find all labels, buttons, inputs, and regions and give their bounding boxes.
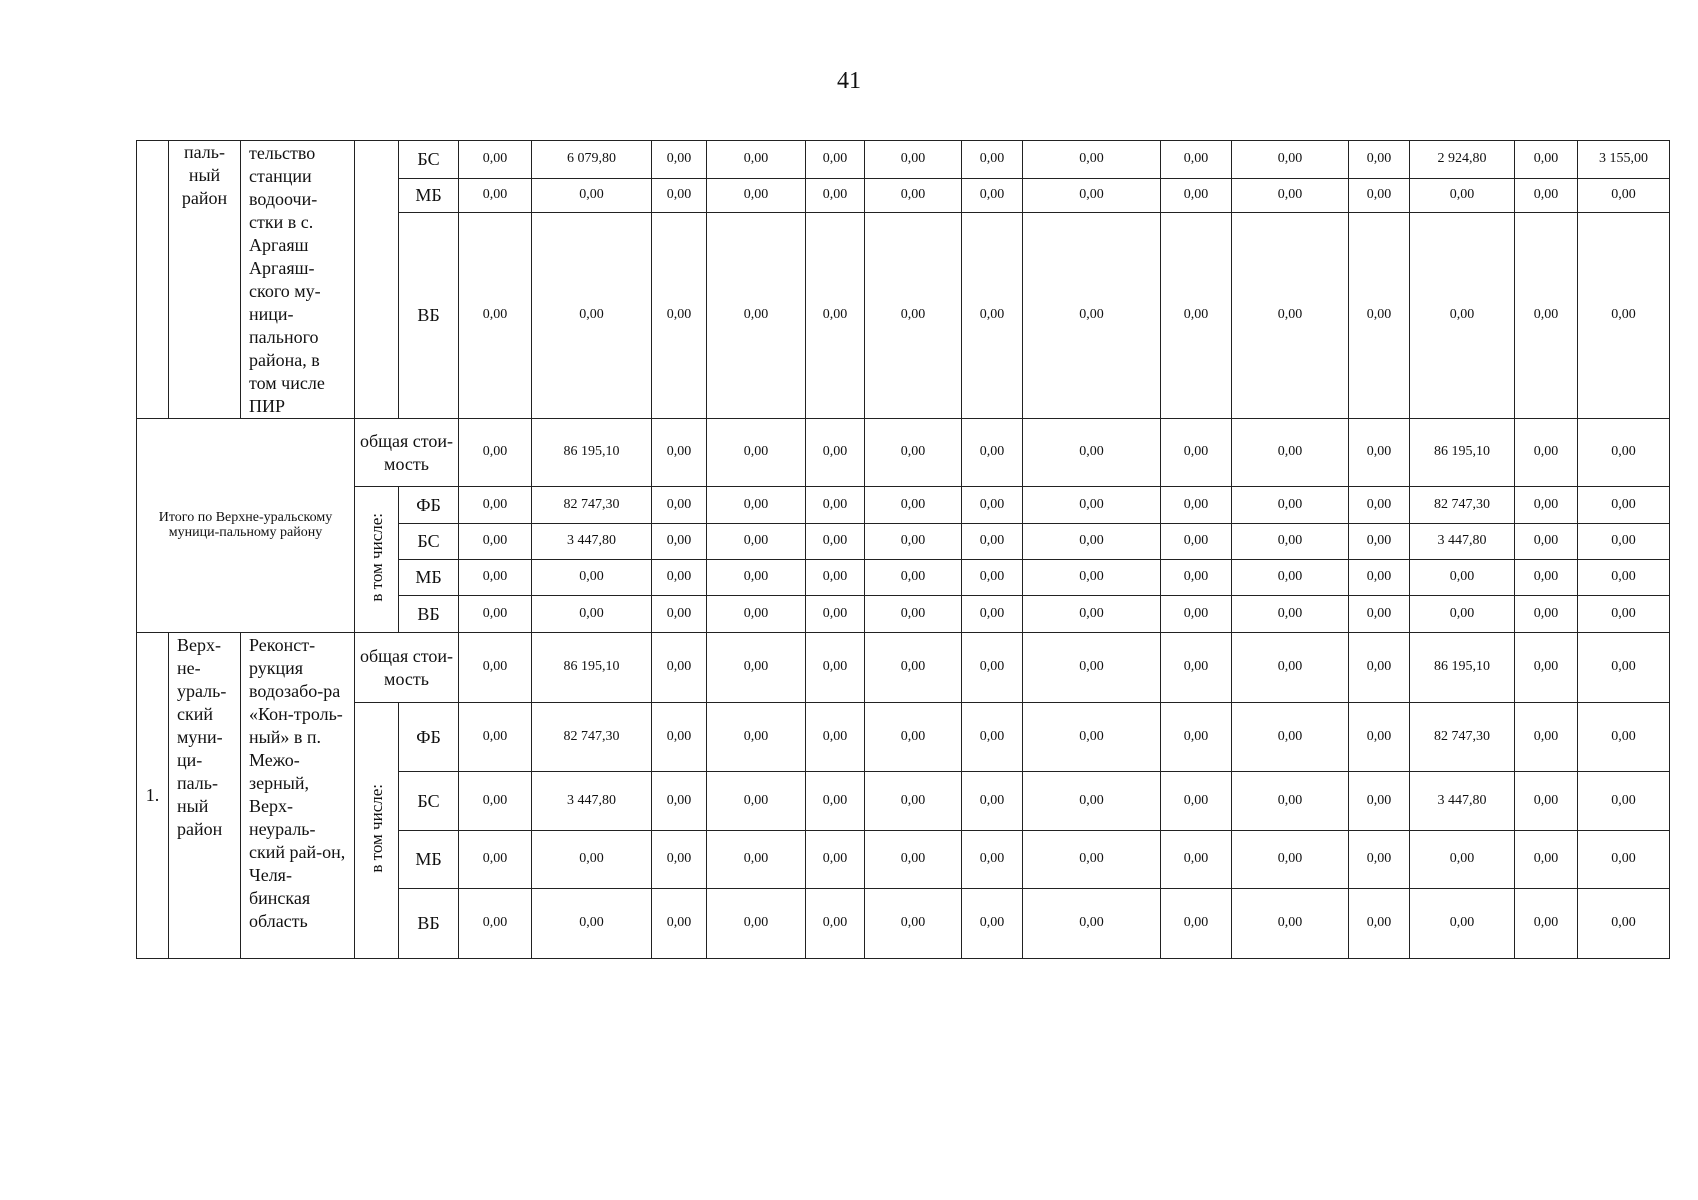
- value-cell: 0,00: [962, 889, 1023, 959]
- value-cell: 0,00: [652, 213, 707, 419]
- value-cell: 0,00: [1515, 487, 1578, 524]
- value-cell: 0,00: [865, 596, 962, 633]
- value-cell: 0,00: [806, 703, 865, 772]
- value-cell: 0,00: [1515, 703, 1578, 772]
- object-cell: тельство станции водоочи-стки в с. Аргаяш Аргаяш-ского му-ници-пального района, в том числе ПИР: [241, 141, 355, 419]
- value-cell: 0,00: [459, 560, 532, 596]
- value-cell: 0,00: [1349, 487, 1410, 524]
- block1-row: [137, 141, 1670, 179]
- value-cell: 0,00: [652, 560, 707, 596]
- value-cell: 0,00: [1232, 633, 1349, 703]
- value-cell: 82 747,30: [532, 487, 652, 524]
- value-cell: 0,00: [865, 419, 962, 487]
- object-cell: Реконст-рукция водозабо-ра «Кон-троль-ный» в п. Межо-зерный, Верх-неураль-ский рай-он, Челя-бинская область: [241, 633, 355, 959]
- value-cell: 0,00: [865, 889, 962, 959]
- value-cell: 0,00: [865, 703, 962, 772]
- value-cell: 0,00: [806, 419, 865, 487]
- index-cell: 1.: [137, 633, 169, 959]
- value-cell: 82 747,30: [532, 703, 652, 772]
- value-cell: 0,00: [1023, 703, 1161, 772]
- total-cost-label: общая стои-мость: [355, 419, 459, 487]
- fund-code: ВБ: [399, 213, 459, 419]
- value-cell: 0,00: [1578, 703, 1670, 772]
- value-cell: 0,00: [1578, 487, 1670, 524]
- value-cell: 0,00: [1578, 213, 1670, 419]
- fund-code: МБ: [399, 178, 459, 213]
- value-cell: 0,00: [1023, 831, 1161, 889]
- value-cell: 0,00: [532, 889, 652, 959]
- value-cell: 6 079,80: [532, 141, 652, 179]
- value-cell: 0,00: [1410, 831, 1515, 889]
- value-cell: 0,00: [1161, 419, 1232, 487]
- value-cell: 0,00: [1161, 889, 1232, 959]
- value-cell: 0,00: [1232, 703, 1349, 772]
- value-cell: 0,00: [1232, 178, 1349, 213]
- value-cell: 82 747,30: [1410, 487, 1515, 524]
- value-cell: 0,00: [806, 487, 865, 524]
- value-cell: 0,00: [1349, 889, 1410, 959]
- value-cell: 0,00: [707, 560, 806, 596]
- value-cell: 0,00: [459, 703, 532, 772]
- fund-code: БС: [399, 772, 459, 831]
- value-cell: 0,00: [1578, 178, 1670, 213]
- subtype-cell: [355, 141, 399, 419]
- value-cell: 0,00: [1578, 831, 1670, 889]
- value-cell: 0,00: [459, 213, 532, 419]
- value-cell: 0,00: [652, 889, 707, 959]
- value-cell: 0,00: [962, 487, 1023, 524]
- total-cost-label: общая стои-мость: [355, 633, 459, 703]
- value-cell: 0,00: [1232, 772, 1349, 831]
- value-cell: 0,00: [1349, 703, 1410, 772]
- value-cell: 0,00: [1161, 703, 1232, 772]
- value-cell: 0,00: [962, 524, 1023, 560]
- value-cell: 0,00: [1161, 831, 1232, 889]
- value-cell: 0,00: [1410, 596, 1515, 633]
- value-cell: 0,00: [459, 596, 532, 633]
- value-cell: 86 195,10: [1410, 419, 1515, 487]
- value-cell: 0,00: [1515, 633, 1578, 703]
- value-cell: 86 195,10: [532, 419, 652, 487]
- fund-code: БС: [399, 524, 459, 560]
- block3-row: [137, 703, 1670, 772]
- value-cell: 0,00: [962, 213, 1023, 419]
- district-total-label: Итого по Верхне-уральскому муници-пальному району: [137, 419, 355, 633]
- value-cell: 0,00: [532, 596, 652, 633]
- value-cell: 0,00: [459, 487, 532, 524]
- value-cell: 0,00: [1578, 524, 1670, 560]
- value-cell: 0,00: [652, 141, 707, 179]
- value-cell: 0,00: [1578, 596, 1670, 633]
- value-cell: 0,00: [532, 213, 652, 419]
- fund-code: ФБ: [399, 703, 459, 772]
- value-cell: 0,00: [1023, 141, 1161, 179]
- value-cell: 0,00: [1232, 141, 1349, 179]
- value-cell: 0,00: [1515, 772, 1578, 831]
- value-cell: 0,00: [806, 178, 865, 213]
- value-cell: 0,00: [1023, 213, 1161, 419]
- value-cell: 0,00: [806, 524, 865, 560]
- value-cell: 0,00: [1161, 560, 1232, 596]
- value-cell: 3 447,80: [1410, 772, 1515, 831]
- value-cell: 0,00: [1161, 213, 1232, 419]
- value-cell: 0,00: [1023, 633, 1161, 703]
- value-cell: 0,00: [962, 772, 1023, 831]
- value-cell: 0,00: [1578, 772, 1670, 831]
- value-cell: 0,00: [1515, 560, 1578, 596]
- value-cell: 0,00: [707, 213, 806, 419]
- value-cell: 0,00: [1232, 596, 1349, 633]
- value-cell: 0,00: [1232, 487, 1349, 524]
- value-cell: 0,00: [532, 560, 652, 596]
- value-cell: 0,00: [1349, 419, 1410, 487]
- value-cell: 0,00: [1515, 524, 1578, 560]
- value-cell: 0,00: [1349, 213, 1410, 419]
- value-cell: 0,00: [1023, 178, 1161, 213]
- value-cell: 0,00: [962, 178, 1023, 213]
- block2-row: [137, 487, 1670, 524]
- value-cell: 0,00: [962, 141, 1023, 179]
- value-cell: 0,00: [806, 213, 865, 419]
- value-cell: 0,00: [459, 524, 532, 560]
- value-cell: 0,00: [1578, 889, 1670, 959]
- value-cell: 82 747,30: [1410, 703, 1515, 772]
- value-cell: 0,00: [459, 419, 532, 487]
- in-total-cell: [355, 703, 399, 959]
- value-cell: 0,00: [1232, 419, 1349, 487]
- fund-code: МБ: [399, 831, 459, 889]
- value-cell: 0,00: [1349, 633, 1410, 703]
- value-cell: 2 924,80: [1410, 141, 1515, 179]
- value-cell: 0,00: [1023, 524, 1161, 560]
- value-cell: 0,00: [707, 487, 806, 524]
- value-cell: 86 195,10: [1410, 633, 1515, 703]
- value-cell: 0,00: [962, 419, 1023, 487]
- value-cell: 0,00: [1515, 831, 1578, 889]
- value-cell: 0,00: [1023, 772, 1161, 831]
- value-cell: 3 447,80: [532, 772, 652, 831]
- value-cell: 0,00: [707, 419, 806, 487]
- value-cell: 0,00: [865, 560, 962, 596]
- value-cell: 0,00: [1023, 596, 1161, 633]
- district-cell: паль-ный район: [169, 141, 241, 419]
- value-cell: 0,00: [1161, 524, 1232, 560]
- value-cell: 0,00: [865, 831, 962, 889]
- value-cell: 0,00: [865, 178, 962, 213]
- value-cell: 0,00: [1161, 178, 1232, 213]
- value-cell: 0,00: [865, 487, 962, 524]
- value-cell: 0,00: [1023, 889, 1161, 959]
- fund-code: ВБ: [399, 889, 459, 959]
- value-cell: 0,00: [1349, 178, 1410, 213]
- fund-code: БС: [399, 141, 459, 179]
- budget-table: [136, 140, 1670, 959]
- value-cell: 0,00: [1232, 560, 1349, 596]
- value-cell: 0,00: [707, 889, 806, 959]
- fund-code: МБ: [399, 560, 459, 596]
- value-cell: 0,00: [1515, 419, 1578, 487]
- block3-total-row: [137, 633, 1670, 703]
- value-cell: 0,00: [1515, 213, 1578, 419]
- value-cell: 0,00: [1410, 178, 1515, 213]
- value-cell: 0,00: [806, 772, 865, 831]
- value-cell: 0,00: [1515, 178, 1578, 213]
- value-cell: 0,00: [1232, 831, 1349, 889]
- value-cell: 86 195,10: [532, 633, 652, 703]
- value-cell: 0,00: [865, 772, 962, 831]
- value-cell: 0,00: [806, 831, 865, 889]
- value-cell: 0,00: [1515, 596, 1578, 633]
- value-cell: 0,00: [1023, 487, 1161, 524]
- value-cell: 0,00: [1349, 596, 1410, 633]
- fund-code: ФБ: [399, 487, 459, 524]
- value-cell: 0,00: [1349, 524, 1410, 560]
- value-cell: 0,00: [806, 889, 865, 959]
- value-cell: 0,00: [1410, 889, 1515, 959]
- value-cell: 3 155,00: [1578, 141, 1670, 179]
- value-cell: 0,00: [652, 524, 707, 560]
- value-cell: 0,00: [1161, 487, 1232, 524]
- value-cell: 0,00: [532, 831, 652, 889]
- value-cell: 0,00: [459, 772, 532, 831]
- value-cell: 0,00: [707, 831, 806, 889]
- value-cell: 0,00: [1410, 213, 1515, 419]
- value-cell: 3 447,80: [532, 524, 652, 560]
- value-cell: 0,00: [1232, 889, 1349, 959]
- value-cell: 0,00: [707, 633, 806, 703]
- value-cell: 0,00: [1515, 141, 1578, 179]
- value-cell: 0,00: [652, 633, 707, 703]
- block2-total-row: [137, 419, 1670, 487]
- value-cell: 0,00: [652, 831, 707, 889]
- value-cell: 0,00: [652, 419, 707, 487]
- value-cell: 0,00: [1349, 141, 1410, 179]
- value-cell: 0,00: [652, 178, 707, 213]
- value-cell: 0,00: [1578, 419, 1670, 487]
- value-cell: 0,00: [1578, 560, 1670, 596]
- value-cell: 0,00: [865, 633, 962, 703]
- value-cell: 0,00: [1232, 524, 1349, 560]
- value-cell: 0,00: [652, 703, 707, 772]
- value-cell: 0,00: [459, 178, 532, 213]
- value-cell: 0,00: [865, 524, 962, 560]
- value-cell: 0,00: [459, 141, 532, 179]
- value-cell: 0,00: [707, 178, 806, 213]
- value-cell: 0,00: [962, 633, 1023, 703]
- district-cell: Верх-не-ураль-ский муни-ци-паль-ный район: [169, 633, 241, 959]
- value-cell: 0,00: [707, 596, 806, 633]
- value-cell: 0,00: [806, 596, 865, 633]
- value-cell: 0,00: [962, 703, 1023, 772]
- value-cell: 0,00: [1349, 831, 1410, 889]
- value-cell: 0,00: [806, 560, 865, 596]
- value-cell: 0,00: [459, 889, 532, 959]
- fund-code: ВБ: [399, 596, 459, 633]
- value-cell: 0,00: [1023, 419, 1161, 487]
- value-cell: 0,00: [1161, 596, 1232, 633]
- value-cell: 0,00: [707, 141, 806, 179]
- value-cell: 0,00: [962, 596, 1023, 633]
- vertical-label: в том числе:: [366, 512, 386, 602]
- value-cell: 0,00: [532, 178, 652, 213]
- value-cell: 0,00: [1232, 213, 1349, 419]
- value-cell: 0,00: [652, 772, 707, 831]
- value-cell: 0,00: [652, 487, 707, 524]
- value-cell: 0,00: [1023, 560, 1161, 596]
- value-cell: 0,00: [962, 831, 1023, 889]
- index-cell: [137, 141, 169, 419]
- value-cell: 0,00: [865, 213, 962, 419]
- value-cell: 0,00: [806, 141, 865, 179]
- value-cell: 0,00: [806, 633, 865, 703]
- value-cell: 0,00: [707, 524, 806, 560]
- in-total-cell: [355, 487, 399, 633]
- value-cell: 0,00: [1161, 141, 1232, 179]
- value-cell: 3 447,80: [1410, 524, 1515, 560]
- value-cell: 0,00: [459, 831, 532, 889]
- value-cell: 0,00: [459, 633, 532, 703]
- value-cell: 0,00: [707, 772, 806, 831]
- value-cell: 0,00: [1161, 772, 1232, 831]
- value-cell: 0,00: [1349, 560, 1410, 596]
- value-cell: 0,00: [707, 703, 806, 772]
- value-cell: 0,00: [1161, 633, 1232, 703]
- value-cell: 0,00: [1578, 633, 1670, 703]
- value-cell: 0,00: [1349, 772, 1410, 831]
- value-cell: 0,00: [865, 141, 962, 179]
- value-cell: 0,00: [962, 560, 1023, 596]
- value-cell: 0,00: [652, 596, 707, 633]
- vertical-label: в том числе:: [366, 783, 386, 873]
- value-cell: 0,00: [1410, 560, 1515, 596]
- value-cell: 0,00: [1515, 889, 1578, 959]
- page-number: 41: [837, 68, 861, 94]
